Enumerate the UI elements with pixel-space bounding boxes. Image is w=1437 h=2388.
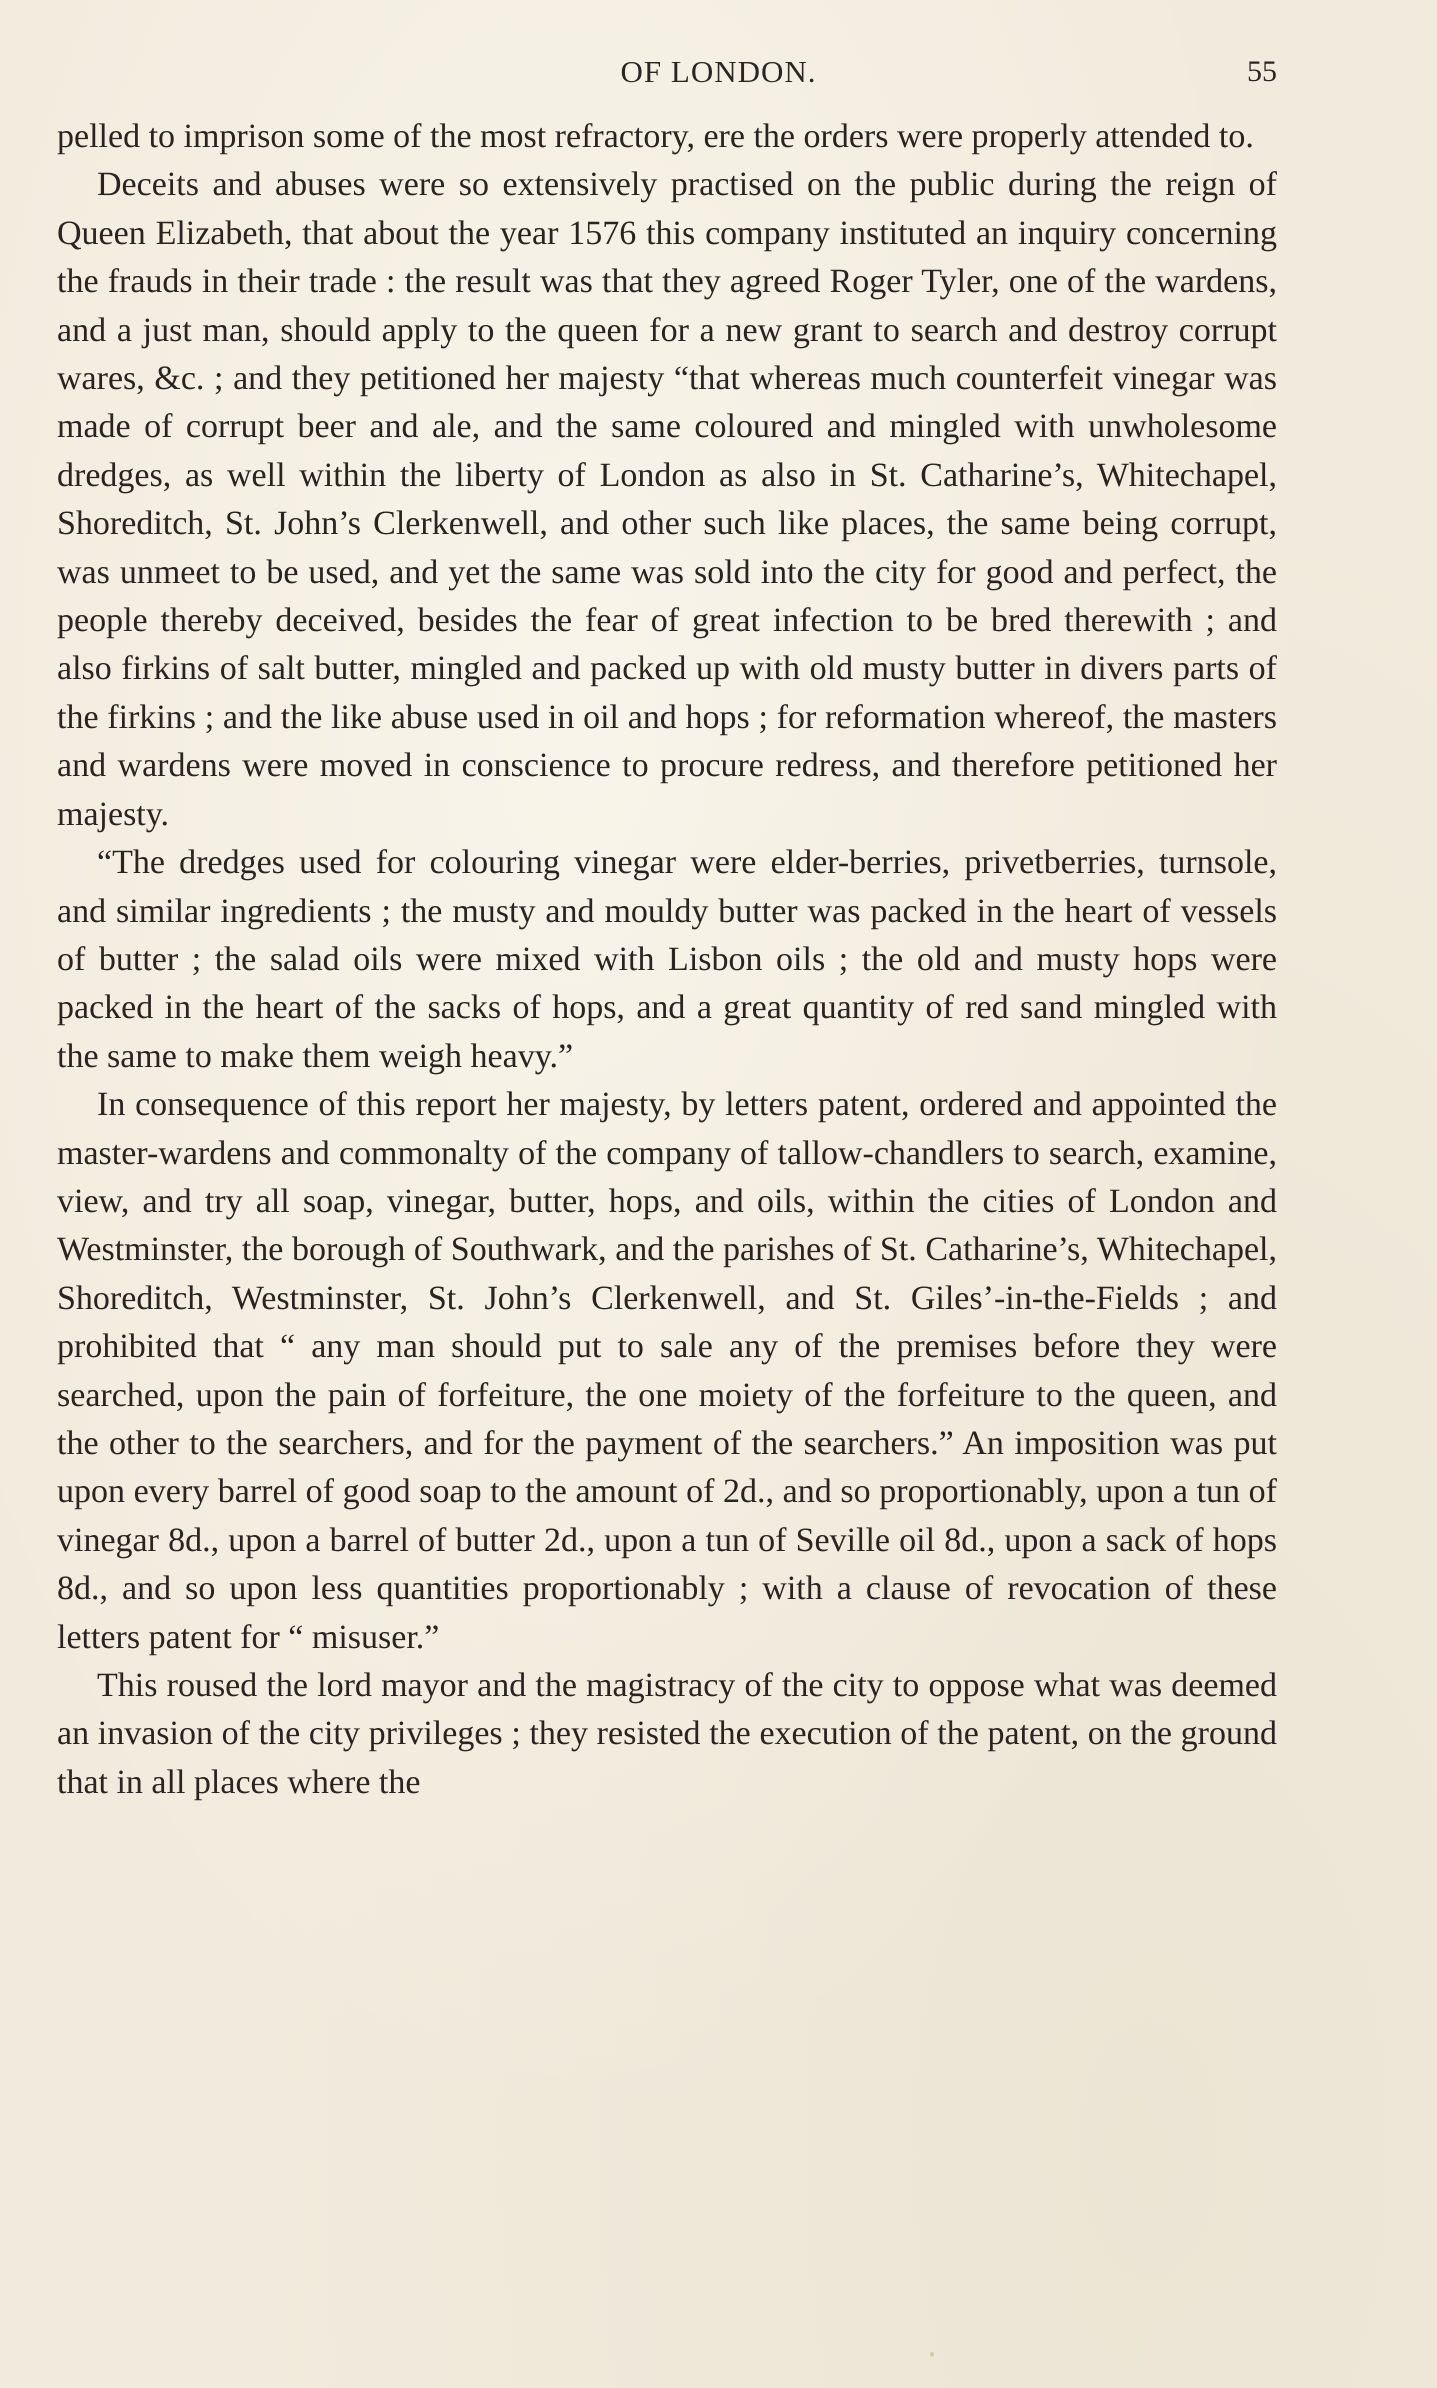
paragraph-continued: pelled to imprison some of the most refractory, ere the orders were properly attended to.: [57, 118, 1254, 155]
running-title: OF LONDON.: [620, 54, 817, 89]
paper-speck: [930, 2352, 934, 2357]
paragraph: In consequence of this report her majesty, by letters patent, ordered and appointed the master-wardens and commonalty of the company of tallow-chandlers to search, examine, view, and try all soap, vinegar, butter, hops, and oils, within the cities of London and Westminster, the borough of Southwark, and the parishes of St. Catharine’s, Whitechapel, Shoreditch, Westminster, St. John’s Clerkenwell, and St. Giles’-in-the-Fields ; and prohibited that “ any man should put to sale any of the premises before they were searched, upon the pain of forfeiture, the one moiety of the forfeiture to the queen, and the other to the searchers, and for the payment of the searchers.” An imposition was put upon every barrel of good soap to the amount of 2d., and so proportionably, upon a tun of vinegar 8d., upon a barrel of butter 2d., upon a tun of Seville oil 8d., upon a sack of hops 8d., and so upon less quantities proportionably ; with a clause of revocation of these letters patent for “ misuser.”: [57, 1086, 1277, 1656]
paragraph: Deceits and abuses were so extensively practised on the public during the reign of Queen Elizabeth, that about the year 1576 this company instituted an inquiry concerning the frauds in their trade : the result was that they agreed Roger Tyler, one of the wardens, and a just man, should apply to the queen for a new grant to search and destroy corrupt wares, &c. ; and they petitioned her majesty “that whereas much counterfeit vinegar was made of corrupt beer and ale, and the same coloured and mingled with unwholesome dredges, as well within the liberty of London as also in St. Catharine’s, Whitechapel, Shoreditch, St. John’s Clerkenwell, and other such like places, the same being corrupt, was unmeet to be used, and yet the same was sold into the city for good and perfect, the people thereby deceived, besides the fear of great infection to be bred therewith ; and also firkins of salt butter, mingled and packed up with old musty butter in divers parts of the firkins ; and the like abuse used in oil and hops ; for reformation whereof, the masters and wardens were moved in conscience to procure redress, and therefore petitioned her majesty.: [57, 166, 1277, 833]
page-number: 55: [1247, 55, 1277, 88]
running-head: [0, 50, 1437, 94]
paragraph-quotation: “The dredges used for colouring vinegar were elder-berries, privetberries, turnsole, and similar ingredients ; the musty and mouldy butter was packed in the heart of vessels of butter ; the salad oils were mixed with Lisbon oils ; the old and musty hops were packed in the heart of the sacks of hops, and a great quantity of red sand mingled with the same to make them weigh heavy.”: [57, 844, 1277, 1075]
paragraph: This roused the lord mayor and the magistracy of the city to oppose what was deemed an invasion of the city privileges ; they resisted the execution of the patent, on the ground that in all places where the: [57, 1667, 1277, 1801]
body-text: [57, 113, 1277, 1807]
